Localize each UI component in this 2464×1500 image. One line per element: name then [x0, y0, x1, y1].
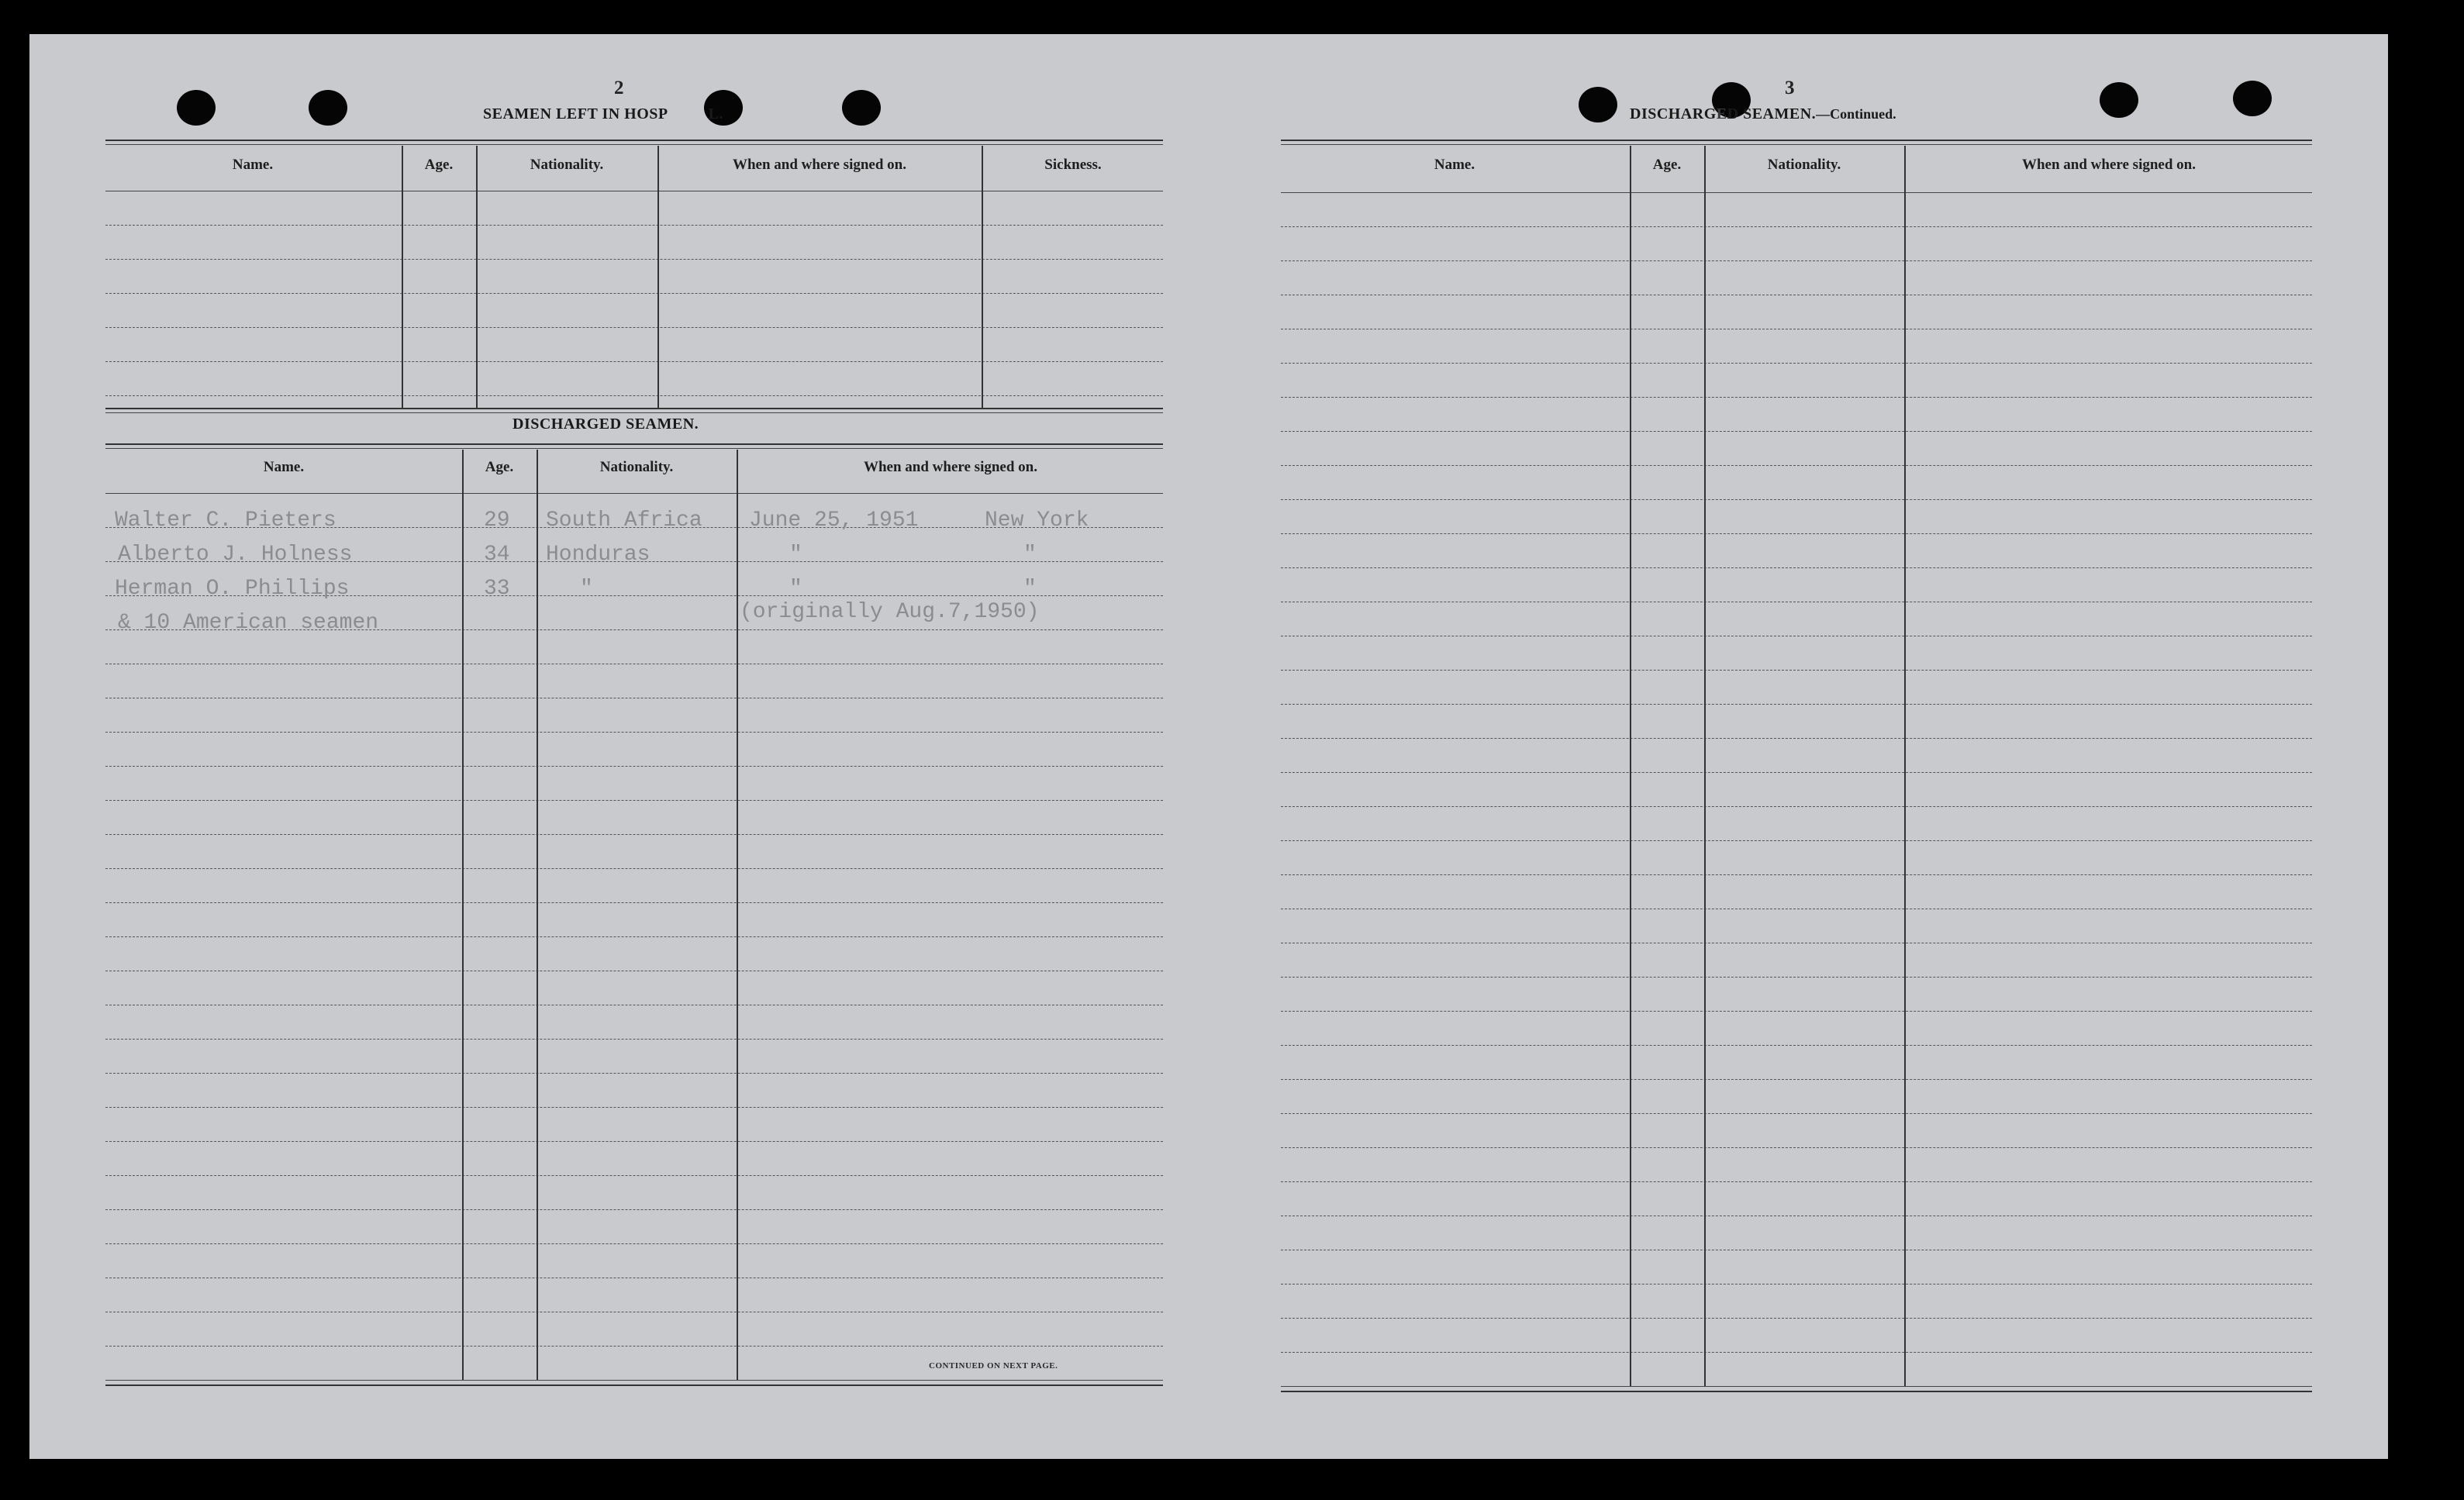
page-number-right: 3 [1785, 78, 1795, 98]
ruled-line [1281, 1011, 2312, 1012]
seaman-signed-place: " [1023, 577, 1037, 601]
ruled-line [105, 1175, 1163, 1176]
ruled-line [105, 936, 1163, 937]
seaman-signed-date: " [789, 577, 802, 601]
seaman-name: Herman O. Phillips [115, 577, 350, 601]
ruled-line [1281, 1147, 2312, 1148]
ruled-line [1281, 977, 2312, 978]
seaman-nationality: Honduras [546, 543, 651, 567]
ruled-line [105, 1039, 1163, 1040]
ruled-line [1281, 1045, 2312, 1046]
ruled-line [1281, 840, 2312, 841]
ruled-line [1281, 874, 2312, 875]
right-col-name: Name. [1434, 157, 1475, 173]
right-col-nationality: Nationality. [1767, 157, 1841, 173]
hospital-col-signed-on: When and where signed on. [732, 157, 906, 173]
ruled-line [1281, 567, 2312, 568]
ruled-line [105, 1346, 1163, 1347]
right-col-signed-on: When and where signed on. [2021, 157, 2196, 173]
ruled-line [1281, 363, 2312, 364]
seaman-age: 29 [484, 509, 510, 533]
ruled-line [1281, 397, 2312, 398]
hospital-section-title: SEAMEN LEFT IN HOSP L. [483, 105, 723, 122]
ruled-line [105, 1209, 1163, 1210]
discharged-col-signed-on: When and where signed on. [863, 459, 1037, 475]
hospital-col-sickness: Sickness. [1044, 157, 1102, 173]
ruled-line [1281, 260, 2312, 261]
seaman-signed-place: " [1023, 543, 1037, 567]
ruled-line [1281, 465, 2312, 466]
ruled-line [1281, 1113, 2312, 1114]
ruled-line [1281, 431, 2312, 432]
discharged-col-age: Age. [485, 459, 514, 475]
ruled-line [105, 868, 1163, 869]
discharged-col-nationality: Nationality. [599, 459, 674, 475]
ruled-line [105, 800, 1163, 801]
document-sheet [29, 34, 2388, 1459]
ruled-line [1281, 670, 2312, 671]
ruled-line [1281, 1181, 2312, 1182]
ruled-line [1281, 1352, 2312, 1353]
seaman-age: 33 [484, 577, 510, 601]
discharged-col-name: Name. [263, 459, 305, 475]
ruled-line [105, 902, 1163, 903]
seaman-name: Alberto J. Holness [118, 543, 353, 567]
ruled-line [105, 1073, 1163, 1074]
seaman-signed-date: " [789, 543, 802, 567]
hospital-table-top-rule [105, 140, 1163, 141]
discharged-section-title: DISCHARGED SEAMEN. [512, 416, 699, 433]
ruled-line [105, 1141, 1163, 1142]
ruled-line [1281, 226, 2312, 227]
ruled-line [1281, 704, 2312, 705]
hospital-col-age: Age. [424, 157, 454, 173]
seaman-nationality: " [580, 577, 593, 601]
hospital-col-nationality: Nationality. [530, 157, 604, 173]
seaman-nationality: South Africa [546, 509, 702, 533]
right-col-age: Age. [1652, 157, 1682, 173]
seaman-signed-date: June 25, 1951 [749, 509, 919, 533]
seaman-name: Walter C. Pieters [115, 509, 336, 533]
ruled-line [105, 834, 1163, 835]
punch-hole [309, 90, 347, 126]
ruled-line [105, 732, 1163, 733]
continued-note: CONTINUED ON NEXT PAGE. [929, 1361, 1058, 1371]
punch-hole [2233, 81, 2272, 116]
ruled-line [1281, 738, 2312, 739]
ruled-line [1281, 772, 2312, 773]
ruled-line [1281, 499, 2312, 500]
punch-hole [2100, 82, 2138, 118]
punch-hole [177, 90, 216, 126]
punch-hole [1579, 87, 1617, 122]
seaman-age: 34 [484, 543, 510, 567]
ruled-line [105, 1243, 1163, 1244]
ruled-line [105, 1107, 1163, 1108]
page-number-left: 2 [614, 78, 624, 98]
discharged-continued-title: DISCHARGED SEAMEN.—Continued. [1630, 105, 1896, 122]
hospital-col-name: Name. [232, 157, 274, 173]
ruled-line [1281, 1079, 2312, 1080]
seaman-name: & 10 American seamen [118, 611, 379, 635]
ruled-line [105, 766, 1163, 767]
seaman-signed-place: New York [985, 509, 1089, 533]
ruled-line [1281, 806, 2312, 807]
seaman-signed-date-note: (originally Aug.7,1950) [740, 600, 1040, 624]
punch-hole [842, 90, 881, 126]
ruled-line [1281, 533, 2312, 534]
ruled-line [1281, 1318, 2312, 1319]
